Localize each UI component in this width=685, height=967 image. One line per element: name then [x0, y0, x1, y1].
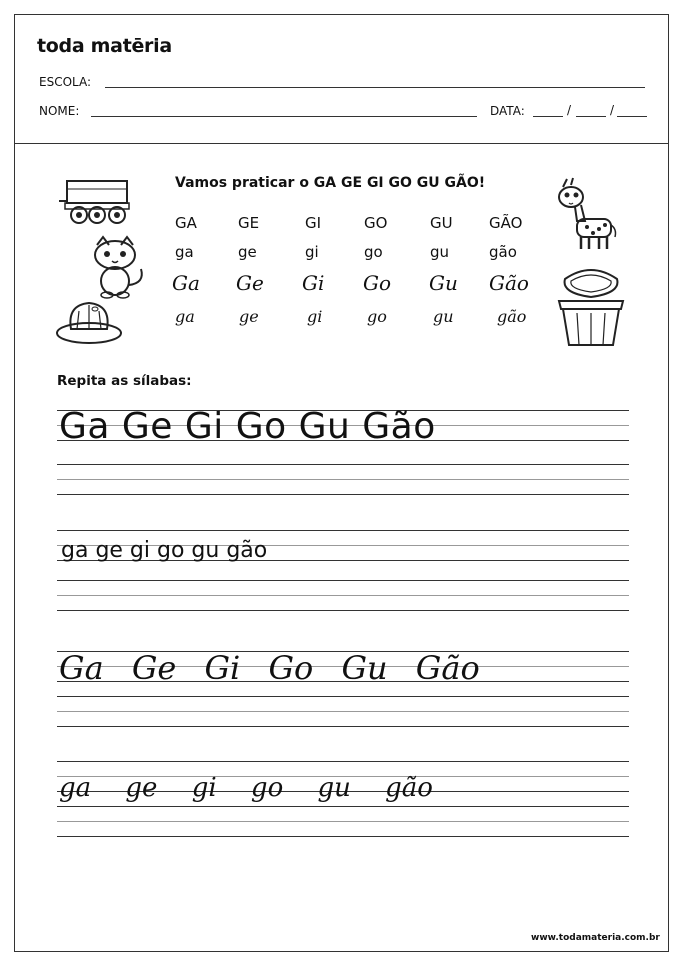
syllable-lower: gu — [430, 243, 450, 261]
date-day-field[interactable] — [533, 116, 563, 117]
footer-url[interactable]: www.todamateria.com.br — [531, 933, 660, 943]
syllable-cursive-lower: gu — [433, 307, 454, 326]
practice-heading: Repita as sílabas: — [57, 373, 192, 389]
syllable-cursive-lower: go — [367, 307, 387, 326]
syllable-cursive-upper: Ga — [172, 271, 200, 295]
writing-line[interactable] — [57, 494, 629, 495]
writing-line[interactable] — [57, 580, 629, 581]
syllable-cursive-upper: Gi — [302, 271, 325, 295]
syllable-lower: gão — [489, 243, 517, 261]
date-year-field[interactable] — [617, 116, 647, 117]
syllable-lower: ga — [175, 243, 194, 261]
writing-line[interactable] — [57, 806, 629, 807]
date-month-field[interactable] — [576, 116, 606, 117]
worksheet-page — [14, 14, 669, 952]
writing-line[interactable] — [57, 836, 629, 837]
jelly-icon — [55, 299, 123, 349]
date-separator: / — [567, 103, 572, 117]
writing-line[interactable] — [57, 479, 629, 480]
name-field[interactable] — [91, 116, 477, 117]
header-divider — [15, 143, 668, 144]
syllable-cursive-lower: gi — [307, 307, 323, 326]
school-field[interactable] — [105, 87, 645, 88]
syllable-cursive-upper: Gu — [429, 271, 458, 295]
syllable-upper: GI — [305, 214, 322, 232]
syllable-lower: go — [364, 243, 383, 261]
writing-line — [57, 761, 629, 762]
syllable-cursive-lower: ge — [239, 307, 259, 326]
writing-line[interactable] — [57, 711, 629, 712]
exercise-title: Vamos praticar o GA GE GI GO GU GÃO! — [175, 175, 486, 191]
syllable-cursive-lower: ga — [175, 307, 195, 326]
writing-line[interactable] — [57, 821, 629, 822]
date-label: DATA: — [490, 104, 525, 118]
syllable-upper: GÃO — [489, 214, 523, 232]
syllable-cursive-upper: Go — [363, 271, 392, 295]
syllable-upper: GU — [430, 214, 453, 232]
name-label: NOME: — [39, 104, 80, 118]
syllable-lower: gi — [305, 243, 319, 261]
yogurt-icon — [555, 265, 627, 349]
writing-line[interactable] — [57, 464, 629, 465]
syllable-cursive-upper: Ge — [236, 271, 264, 295]
syllable-upper: GO — [364, 214, 388, 232]
logo: toda matēria — [37, 35, 172, 57]
writing-line[interactable] — [57, 726, 629, 727]
wagon-icon — [59, 175, 139, 227]
writing-line[interactable] — [57, 610, 629, 611]
syllable-cursive-upper: Gão — [489, 271, 529, 295]
practice-line-cursive-lower: ga ge gi go gu gão — [59, 773, 433, 803]
writing-line — [57, 530, 629, 531]
syllable-upper: GA — [175, 214, 197, 232]
cat-icon — [87, 235, 149, 299]
writing-line[interactable] — [57, 696, 629, 697]
syllable-upper: GE — [238, 214, 260, 232]
date-separator: / — [610, 103, 615, 117]
practice-line-print-upper: Ga Ge Gi Go Gu Gão — [59, 406, 436, 447]
school-label: ESCOLA: — [39, 75, 92, 89]
writing-line[interactable] — [57, 595, 629, 596]
syllable-lower: ge — [238, 243, 257, 261]
practice-line-print-lower: ga ge gi go gu gão — [61, 538, 268, 563]
syllable-cursive-lower: gão — [497, 307, 527, 326]
practice-line-cursive-upper: Ga Ge Gi Go Gu Gão — [59, 649, 480, 687]
giraffe-icon — [555, 177, 619, 253]
